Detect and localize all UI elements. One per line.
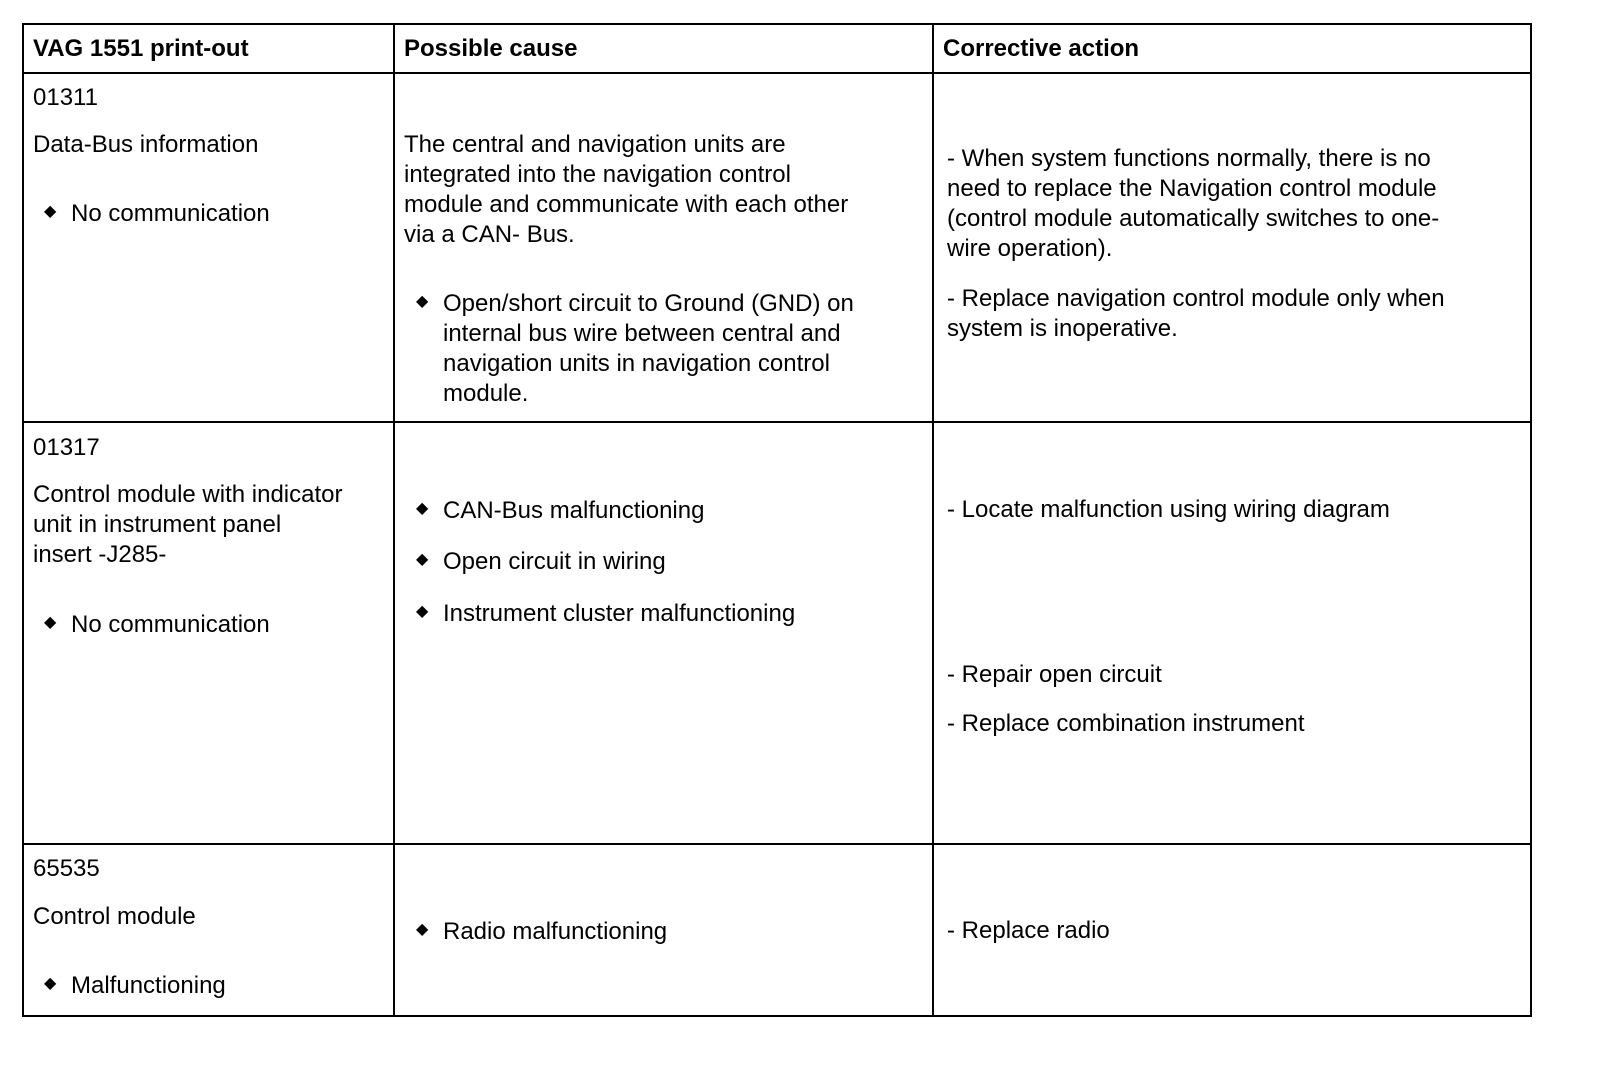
cause-text: module and communicate with each other <box>404 191 849 218</box>
cause-item: CAN-Bus malfunctioning <box>443 497 705 524</box>
fault-code: 01317 <box>33 434 100 461</box>
cause-item: Open/short circuit to Ground (GND) on <box>443 290 854 317</box>
diamond-bullet-icon: ◆ <box>416 603 429 620</box>
corrective-action: - Replace combination instrument <box>947 710 1305 737</box>
cause-text: integrated into the navigation control <box>404 161 791 188</box>
fault-name: Control module <box>33 903 196 930</box>
diamond-bullet-icon: ◆ <box>416 500 429 517</box>
row-divider <box>24 843 1530 845</box>
fault-table <box>22 23 1532 1017</box>
fault-condition: No communication <box>71 611 270 638</box>
diamond-bullet-icon: ◆ <box>416 551 429 568</box>
diamond-bullet-icon: ◆ <box>44 614 57 631</box>
header-corrective-action: Corrective action <box>943 35 1140 62</box>
corrective-action: (control module automatically switches to one- <box>947 205 1440 232</box>
diamond-bullet-icon: ◆ <box>416 293 429 310</box>
corrective-action: - Repair open circuit <box>947 661 1162 688</box>
row-divider <box>24 421 1530 423</box>
cause-item: internal bus wire between central and <box>443 320 841 347</box>
diamond-bullet-icon: ◆ <box>44 203 57 220</box>
fault-name: insert -J285- <box>33 541 167 568</box>
fault-name: Control module with indicator <box>33 481 343 508</box>
cause-item: Open circuit in wiring <box>443 548 666 575</box>
column-divider <box>932 25 934 1015</box>
corrective-action: system is inoperative. <box>947 315 1178 342</box>
cause-item: navigation units in navigation control <box>443 350 830 377</box>
cause-text: The central and navigation units are <box>404 131 786 158</box>
corrective-action: wire operation). <box>947 235 1113 262</box>
cause-item: module. <box>443 380 529 407</box>
cause-item: Radio malfunctioning <box>443 918 668 945</box>
header-possible-cause: Possible cause <box>404 35 578 62</box>
cause-text: via a CAN- Bus. <box>404 221 575 248</box>
corrective-action: - Replace navigation control module only when <box>947 285 1445 312</box>
diamond-bullet-icon: ◆ <box>416 921 429 938</box>
corrective-action: - When system functions normally, there is no <box>947 145 1431 172</box>
cause-item: Instrument cluster malfunctioning <box>443 600 796 627</box>
fault-condition: No communication <box>71 200 270 227</box>
fault-name: Data-Bus information <box>33 131 259 158</box>
fault-condition: Malfunctioning <box>71 972 226 999</box>
diamond-bullet-icon: ◆ <box>44 975 57 992</box>
column-divider <box>393 25 395 1015</box>
header-divider <box>24 72 1530 74</box>
corrective-action: - Locate malfunction using wiring diagram <box>947 496 1390 523</box>
header-print-out: VAG 1551 print-out <box>33 35 249 62</box>
fault-code: 01311 <box>33 84 98 111</box>
fault-code: 65535 <box>33 855 100 882</box>
corrective-action: - Replace radio <box>947 917 1110 944</box>
fault-name: unit in instrument panel <box>33 511 282 538</box>
corrective-action: need to replace the Navigation control module <box>947 175 1437 202</box>
